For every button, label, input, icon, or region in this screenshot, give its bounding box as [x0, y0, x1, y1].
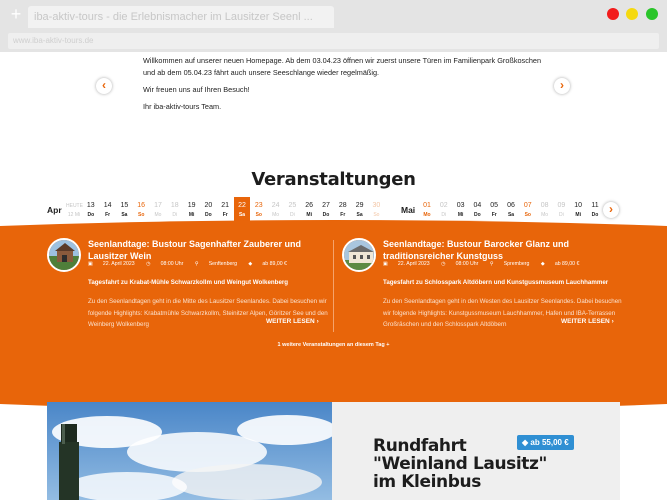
calendar-day-weekday: 12 Mi: [67, 212, 81, 218]
browser-chrome: [0, 0, 667, 52]
calendar-day-number: 17: [154, 202, 162, 209]
calendar-day[interactable]: [368, 201, 384, 221]
read-more-link[interactable]: [262, 318, 319, 325]
calendar-day[interactable]: [335, 201, 351, 221]
events-heading: Veranstaltungen: [251, 169, 416, 190]
calendar-day[interactable]: [251, 201, 267, 221]
location-icon: ⚲: [194, 261, 199, 267]
calendar-day-number: 07: [523, 202, 532, 209]
calendar-day[interactable]: [486, 201, 502, 221]
calendar-day-number: 18: [170, 202, 179, 209]
calendar-day-weekday: Do: [205, 212, 212, 218]
calendar-day-number: 05: [490, 202, 499, 209]
calendar-day-number: 01: [423, 202, 431, 209]
calendar-day[interactable]: [503, 201, 519, 221]
event-time: 08:00 Uhr: [455, 261, 479, 267]
calendar-day[interactable]: [553, 201, 569, 221]
calendar-day-number: 02: [439, 202, 448, 209]
event-subtitle: Tagesfahrt zu Schlosspark Altdöbern und Kunstgussmuseum Lauchhammer: [383, 279, 609, 286]
chevron-right-icon: ›: [316, 318, 319, 325]
read-more-label: WEITER LESEN: [266, 318, 315, 325]
calendar-day-number: 06: [507, 202, 515, 209]
event-date: 22. April 2023: [397, 261, 430, 267]
chevron-right-icon: ›: [611, 318, 614, 325]
browser-tab[interactable]: iba-aktiv-tours - die Erlebnismacher im Lausitzer Seenl ...: [28, 6, 334, 28]
month-label-may: Mai: [401, 205, 416, 215]
calendar-day-number: 29: [355, 202, 364, 209]
calendar-day-number: 26: [305, 202, 314, 209]
calendar-day[interactable]: [133, 201, 149, 221]
calendar-day[interactable]: [167, 201, 183, 221]
read-more-link[interactable]: [557, 318, 614, 325]
welcome-signature: Ihr iba-aktiv-tours Team.: [143, 102, 222, 111]
calendar-day-weekday: Fr: [222, 212, 228, 218]
welcome-paragraph: Willkommen auf unserer neuen Homepage. Ab dem 03.04.23 öffnen wir zuerst unsere Türen im Familienpark Großkoschen und ab dem 05.04.23 fährt auch unsere Seeschlange wieder regelmäßig.: [143, 56, 542, 77]
calendar-day-weekday: Di: [559, 212, 564, 218]
event-description: Zu den Seenlandtagen geht in die Mitte des Lausitzer Seenlandes. Dabei besuchen wir folgende Highlights: Krabatmühle Schwarzkollm, Steinitzer Alpen, Göritzer See und den Weinberg Wolkenberg: [88, 298, 328, 328]
calendar-day-weekday: Do: [87, 212, 95, 218]
event-meta: [383, 260, 623, 268]
calendar-day-number: 22: [238, 202, 246, 209]
calendar-day-number: 30: [372, 202, 381, 209]
calendar-day-weekday: Mi: [457, 212, 464, 218]
price-badge: [517, 435, 574, 450]
event-thumbnail: [342, 238, 376, 272]
calendar-day-weekday: So: [524, 212, 531, 218]
event-thumbnail: [47, 238, 81, 272]
event-price: ab 89,00 €: [554, 261, 580, 267]
welcome-text: [143, 55, 543, 118]
read-more-label: WEITER LESEN: [561, 318, 610, 325]
calendar-day-weekday: Do: [322, 212, 330, 218]
event-place: Senftenberg: [208, 261, 237, 267]
window-maximize-button[interactable]: [646, 8, 658, 20]
calendar-day-weekday: Mo: [272, 212, 280, 218]
clock-icon: ◷: [441, 261, 446, 267]
calendar-day-number: 20: [204, 202, 213, 209]
calendar-day[interactable]: [284, 201, 300, 221]
calendar-day-weekday: Fr: [105, 212, 111, 218]
tag-icon: ◆: [522, 438, 529, 447]
calendar-day-weekday: Fr: [491, 212, 497, 218]
slider-next-button[interactable]: ›: [554, 78, 570, 94]
calendar-day-number: 14: [103, 202, 112, 209]
featured-tour-image: [47, 402, 332, 500]
welcome-paragraph: Wir freuen uns auf Ihren Besuch!: [143, 85, 250, 94]
calendar-day-number: 23: [254, 202, 263, 209]
address-bar[interactable]: www.iba-aktiv-tours.de: [8, 33, 659, 49]
calendar-day-number: 24: [271, 202, 280, 209]
featured-tour: [47, 402, 620, 500]
web-page: [0, 52, 667, 500]
tag-icon: ◆: [540, 261, 545, 267]
calendar-day[interactable]: [66, 201, 82, 221]
calendar-day[interactable]: [301, 201, 317, 221]
calendar-day-weekday: Mo: [423, 212, 431, 218]
new-tab-button[interactable]: +: [10, 4, 22, 24]
calendar-day-weekday: So: [373, 212, 380, 218]
more-events-link[interactable]: [0, 342, 667, 348]
calendar-day[interactable]: [318, 201, 334, 221]
calendar-day-weekday: So: [137, 212, 145, 218]
window-close-button[interactable]: [607, 8, 619, 20]
calendar-day-weekday: So: [255, 212, 262, 218]
calendar-day-number: 03: [456, 202, 465, 209]
featured-tour-title[interactable]: Rundfahrt "Weinland Lausitz" im Kleinbus: [373, 436, 547, 492]
calendar-next-button[interactable]: ›: [603, 202, 619, 218]
calendar-day-weekday: Sa: [121, 212, 128, 218]
calendar-day-weekday: Mi: [306, 212, 312, 218]
calendar-day-weekday: Di: [441, 212, 447, 218]
calendar-day[interactable]: [200, 201, 216, 221]
calendar-day-number: 11: [591, 202, 599, 209]
calendar-day[interactable]: [520, 201, 536, 221]
event-description: Zu den Seenlandtagen geht in den Westen des Lausitzer Seenlandes. Dabei besuchen wir folgende Highlights: Kunstgussmuseum Lauchhammer, Hafen und IBA-Terrassen Großräschen und den Schlosspark Altdöbern: [383, 298, 622, 328]
calendar-day-weekday: Fr: [340, 212, 346, 218]
calendar-day[interactable]: [570, 201, 586, 221]
calendar-day-number: 09: [557, 202, 566, 209]
calendar-day-number: 25: [288, 202, 297, 209]
calendar-day-weekday: Do: [474, 212, 481, 218]
calendar-day[interactable]: [100, 201, 116, 221]
calendar-day[interactable]: [268, 201, 284, 221]
calendar-day[interactable]: [587, 201, 603, 221]
event-price: ab 89,00 €: [262, 261, 287, 267]
calendar-day-number: 08: [540, 202, 549, 209]
calendar-day-number: 19: [187, 202, 196, 209]
calendar-day-weekday: Sa: [507, 212, 515, 218]
plus-icon: +: [386, 342, 390, 348]
card-divider: [333, 240, 334, 332]
calendar-day-number: HEUTE: [66, 203, 83, 209]
calendar-day[interactable]: [116, 201, 132, 221]
event-subtitle: Tagesfahrt zu Krabat-Mühle Schwarzkollm und Weingut Wolkenberg: [88, 279, 289, 286]
calendar-day[interactable]: [453, 201, 469, 221]
calendar-day-weekday: Sa: [238, 212, 246, 218]
calendar-day[interactable]: [217, 201, 233, 221]
calendar-day-weekday: Do: [591, 212, 599, 218]
calendar-day-number: 10: [574, 202, 583, 209]
clock-icon: ◷: [146, 261, 151, 267]
tag-icon: ◆: [248, 261, 253, 267]
calendar-day[interactable]: [150, 201, 166, 221]
calendar-day[interactable]: [469, 201, 485, 221]
calendar-day-number: 16: [137, 202, 146, 209]
calendar-day[interactable]: [352, 201, 368, 221]
month-label-april: Apr: [47, 205, 62, 215]
calendar-day-weekday: Mo: [154, 212, 162, 218]
event-date: 22. April 2023: [102, 261, 135, 267]
calendar-icon: ▣: [88, 261, 93, 267]
calendar-day-number: 13: [86, 202, 95, 209]
event-place: Spremberg: [503, 261, 530, 267]
calendar-day-weekday: Di: [290, 212, 295, 218]
calendar-day[interactable]: [184, 201, 200, 221]
location-icon: ⚲: [489, 261, 494, 267]
calendar-day-weekday: Mi: [575, 212, 581, 218]
calendar-day[interactable]: [83, 201, 99, 221]
calendar-day-number: 28: [338, 202, 347, 209]
featured-tour-price: ab 55,00 €: [530, 438, 569, 447]
calendar-day-weekday: Di: [172, 212, 178, 218]
event-title[interactable]: Seenlandtage: Bustour Sagenhafter Zauberer und Lausitzer Wein: [88, 239, 302, 261]
calendar-day-weekday: Sa: [356, 212, 363, 218]
event-meta: [88, 260, 328, 268]
calendar-day[interactable]: [234, 197, 250, 221]
window-minimize-button[interactable]: [626, 8, 638, 20]
calendar-day-number: 04: [473, 202, 482, 209]
calendar-icon: ▣: [383, 261, 388, 267]
calendar-day-number: 27: [322, 202, 330, 209]
calendar-day[interactable]: [537, 201, 553, 221]
calendar-day-number: 15: [120, 202, 129, 209]
event-title[interactable]: Seenlandtage: Bustour Barocker Glanz und traditionsreicher Kunstguss: [383, 239, 570, 261]
calendar-day[interactable]: [436, 201, 452, 221]
calendar-day-weekday: Mo: [541, 212, 549, 218]
event-time: 08:00 Uhr: [160, 261, 184, 267]
more-events-label: 1 weitere Veranstaltungen an diesem Tag: [277, 342, 385, 348]
slider-prev-button[interactable]: ‹: [96, 78, 112, 94]
calendar-day-number: 21: [221, 202, 230, 209]
calendar-day-weekday: Mi: [188, 212, 195, 218]
calendar-day[interactable]: [419, 201, 435, 221]
